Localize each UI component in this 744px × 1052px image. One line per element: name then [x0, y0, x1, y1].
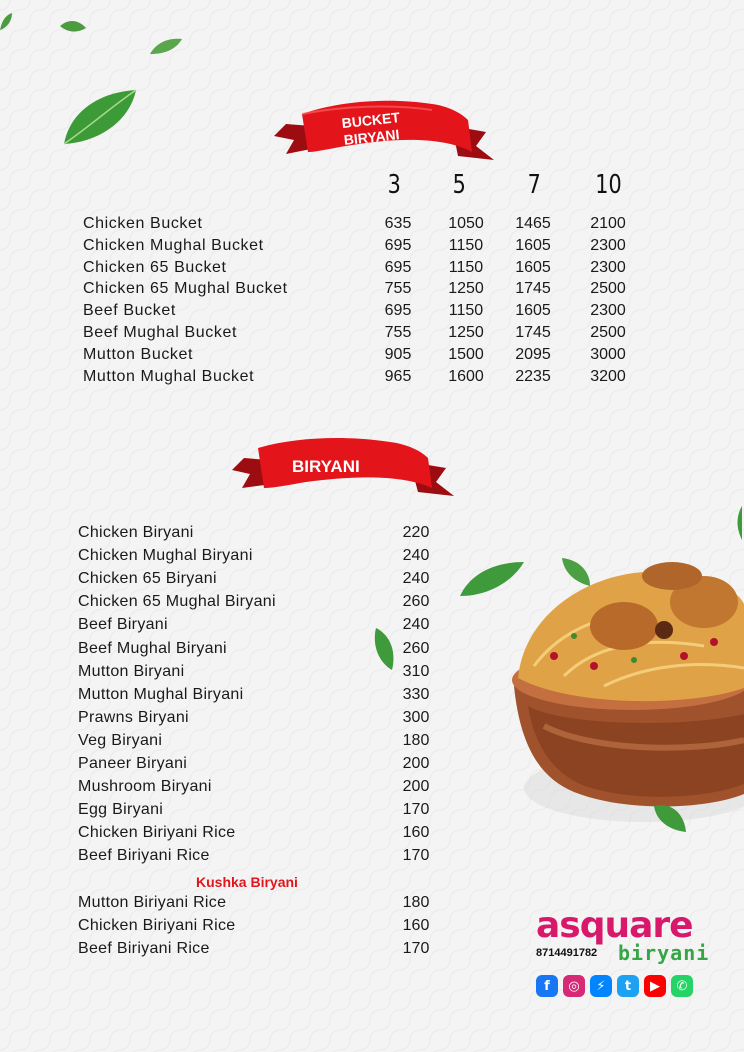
social-icons [536, 975, 693, 997]
item-name: Mutton Mughal Bucket [83, 367, 255, 385]
bucket-item-row [0, 237, 744, 259]
leaf-decoration [0, 12, 14, 32]
messenger-icon[interactable]: ⚡ [590, 975, 612, 997]
item-name: Beef Biryani [78, 616, 168, 634]
item-name: Beef Biriyani Rice [78, 939, 210, 957]
item-price: 170 [402, 939, 430, 957]
item-price: 1465 [515, 215, 551, 232]
item-price: 240 [402, 616, 430, 634]
ribbon-title-line1: BUCKET [340, 109, 401, 132]
item-price: 695 [384, 236, 412, 254]
item-price: 1500 [448, 345, 484, 363]
item-price: 905 [384, 345, 412, 363]
item-name: Chicken 65 Biryani [78, 570, 217, 588]
item-name: Chicken Biriyani Rice [78, 824, 236, 842]
item-price: 1150 [448, 258, 484, 276]
biryani-item-row [0, 847, 744, 870]
item-name: Beef Mughal Bucket [83, 324, 237, 341]
bucket-item-row [0, 346, 744, 368]
item-name: Chicken 65 Bucket [83, 258, 227, 276]
item-price: 1250 [448, 324, 484, 341]
whatsapp-icon[interactable]: ✆ [671, 975, 693, 997]
item-price: 1050 [448, 215, 484, 232]
item-price: 1150 [448, 236, 484, 254]
item-price: 170 [402, 801, 430, 819]
biryani-bowl-image [504, 556, 744, 846]
item-price: 300 [402, 708, 430, 726]
item-price: 260 [402, 639, 430, 657]
ribbon-title-line2: BIRYANI [343, 126, 401, 148]
brand-name: asquare [536, 905, 693, 946]
bucket-biryani-ribbon [272, 96, 496, 166]
item-price: 260 [402, 593, 430, 611]
phone-number: 8714491782 [536, 947, 598, 959]
kushka-subheading: Kushka Biryani [196, 873, 298, 890]
item-name: Chicken Biriyani Rice [78, 916, 236, 934]
bucket-item-row [0, 368, 744, 390]
item-name: Mutton Mughal Biryani [78, 685, 244, 703]
item-name: Mutton Biryani [78, 662, 185, 680]
item-name: Paneer Biryani [78, 755, 188, 772]
item-price: 200 [402, 778, 430, 796]
brand-logo [536, 905, 710, 1005]
item-price: 1150 [448, 302, 484, 320]
youtube-icon[interactable]: ▶ [644, 975, 666, 997]
item-name: Chicken 65 Mughal Bucket [83, 280, 288, 298]
item-price: 965 [384, 367, 412, 385]
item-price: 2500 [590, 324, 626, 341]
item-price: 160 [402, 916, 430, 934]
item-price: 2300 [590, 258, 626, 276]
item-name: Chicken Mughal Bucket [83, 236, 264, 254]
ribbon-title: BIRYANI [292, 457, 360, 476]
item-name: Mutton Bucket [83, 345, 194, 363]
item-name: Mutton Biriyani Rice [78, 893, 227, 911]
bucket-item-row [0, 280, 744, 302]
item-price: 1250 [448, 280, 484, 298]
item-price: 1605 [515, 236, 551, 254]
item-name: Chicken Biryani [78, 524, 194, 541]
biryani-item-row [0, 524, 744, 547]
item-name: Chicken Bucket [83, 215, 203, 232]
item-name: Egg Biryani [78, 801, 164, 819]
item-price: 695 [384, 302, 412, 320]
instagram-icon[interactable]: ◎ [563, 975, 585, 997]
brand-subtitle: biryani [618, 941, 710, 965]
item-price: 1745 [515, 324, 551, 341]
twitter-icon[interactable]: t [617, 975, 639, 997]
item-name: Beef Bucket [83, 302, 176, 320]
item-price: 240 [402, 570, 430, 588]
item-price: 755 [384, 280, 412, 298]
size-label: 5 [452, 170, 466, 200]
item-price: 220 [402, 524, 430, 541]
bucket-item-row [0, 259, 744, 281]
item-price: 330 [402, 685, 430, 703]
bucket-item-row [0, 324, 744, 346]
item-name: Mushroom Biryani [78, 778, 212, 796]
size-label: 10 [595, 170, 622, 200]
size-label: 3 [387, 170, 401, 200]
bucket-size-header [0, 170, 744, 204]
biryani-ribbon [230, 434, 456, 500]
item-name: Veg Biryani [78, 731, 163, 749]
item-name: Prawns Biryani [78, 708, 189, 726]
item-name: Beef Biriyani Rice [78, 847, 210, 865]
item-price: 180 [402, 731, 430, 749]
bucket-item-row [0, 215, 744, 237]
item-price: 3200 [590, 367, 626, 385]
item-name: Chicken 65 Mughal Biryani [78, 593, 276, 611]
item-price: 695 [384, 258, 412, 276]
item-price: 170 [402, 847, 430, 865]
item-price: 1605 [515, 258, 551, 276]
item-price: 2100 [590, 215, 626, 232]
size-label: 7 [527, 170, 541, 200]
item-price: 2095 [515, 345, 551, 363]
item-price: 2300 [590, 236, 626, 254]
item-price: 1600 [448, 367, 484, 385]
item-price: 1605 [515, 302, 551, 320]
item-price: 2500 [590, 280, 626, 298]
facebook-icon[interactable]: f [536, 975, 558, 997]
item-price: 2235 [515, 367, 551, 385]
item-price: 240 [402, 547, 430, 565]
bucket-item-row [0, 302, 744, 324]
item-name: Chicken Mughal Biryani [78, 547, 253, 565]
leaf-decoration [148, 36, 184, 56]
leaf-decoration [60, 86, 140, 148]
item-price: 1745 [515, 280, 551, 298]
leaf-decoration [652, 802, 688, 834]
item-price: 2300 [590, 302, 626, 320]
item-price: 3000 [590, 345, 626, 363]
item-price: 180 [402, 893, 430, 911]
leaf-decoration [58, 18, 88, 34]
item-price: 160 [402, 824, 430, 842]
item-price: 200 [402, 755, 430, 772]
item-name: Beef Mughal Biryani [78, 639, 227, 657]
item-price: 310 [402, 662, 430, 680]
item-price: 635 [384, 215, 412, 232]
item-price: 755 [384, 324, 412, 341]
